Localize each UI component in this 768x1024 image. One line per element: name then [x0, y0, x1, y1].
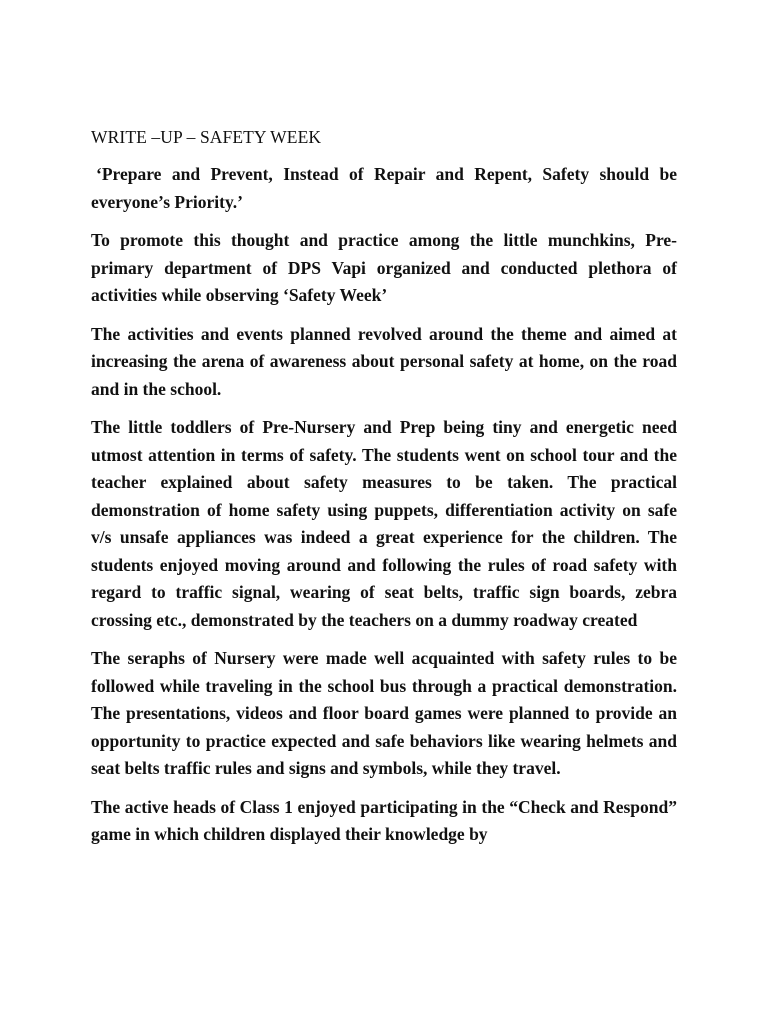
theme-paragraph: The activities and events planned revolved around the theme and aimed at increasing the arena of awareness about personal safety at home, on the road and in the school.: [91, 323, 677, 399]
document-body: [91, 125, 677, 860]
document-title: WRITE –UP – SAFETY WEEK: [91, 127, 322, 147]
pre-nursery-paragraph: The little toddlers of Pre-Nursery and Prep being tiny and energetic need utmost attention in terms of safety. The students went on school tour and the teacher explained about safety measures to be taken. The practical demonstration of home safety using puppets, differentiation activity on safe v/s unsafe appliances was indeed a great experience for the children. The students enjoyed moving around and following the rules of road safety with regard to traffic signal, wearing of seat belts, traffic sign boards, zebra crossing etc., demonstrated by the teachers on a dummy roadway created: [91, 417, 677, 630]
class-1-paragraph: The active heads of Class 1 enjoyed participating in the “Check and Respond” game in which children displayed their knowledge by: [91, 796, 677, 844]
nursery-paragraph: The seraphs of Nursery were made well acquainted with safety rules to be followed while traveling in the school bus through a practical demonstration. The presentations, videos and floor board games were planned to provide an opportunity to practice expected and safe behaviors like wearing helmets and seat belts traffic rules and signs and symbols, while they travel.: [91, 648, 677, 778]
intro-paragraph: To promote this thought and practice among the little munchkins, Pre-primary department of DPS Vapi organized and conducted plethora of activities while observing ‘Safety Week’: [91, 230, 677, 305]
quote-paragraph: ‘Prepare and Prevent, Instead of Repair and Repent, Safety should be everyone’s Priority.’: [91, 164, 677, 212]
